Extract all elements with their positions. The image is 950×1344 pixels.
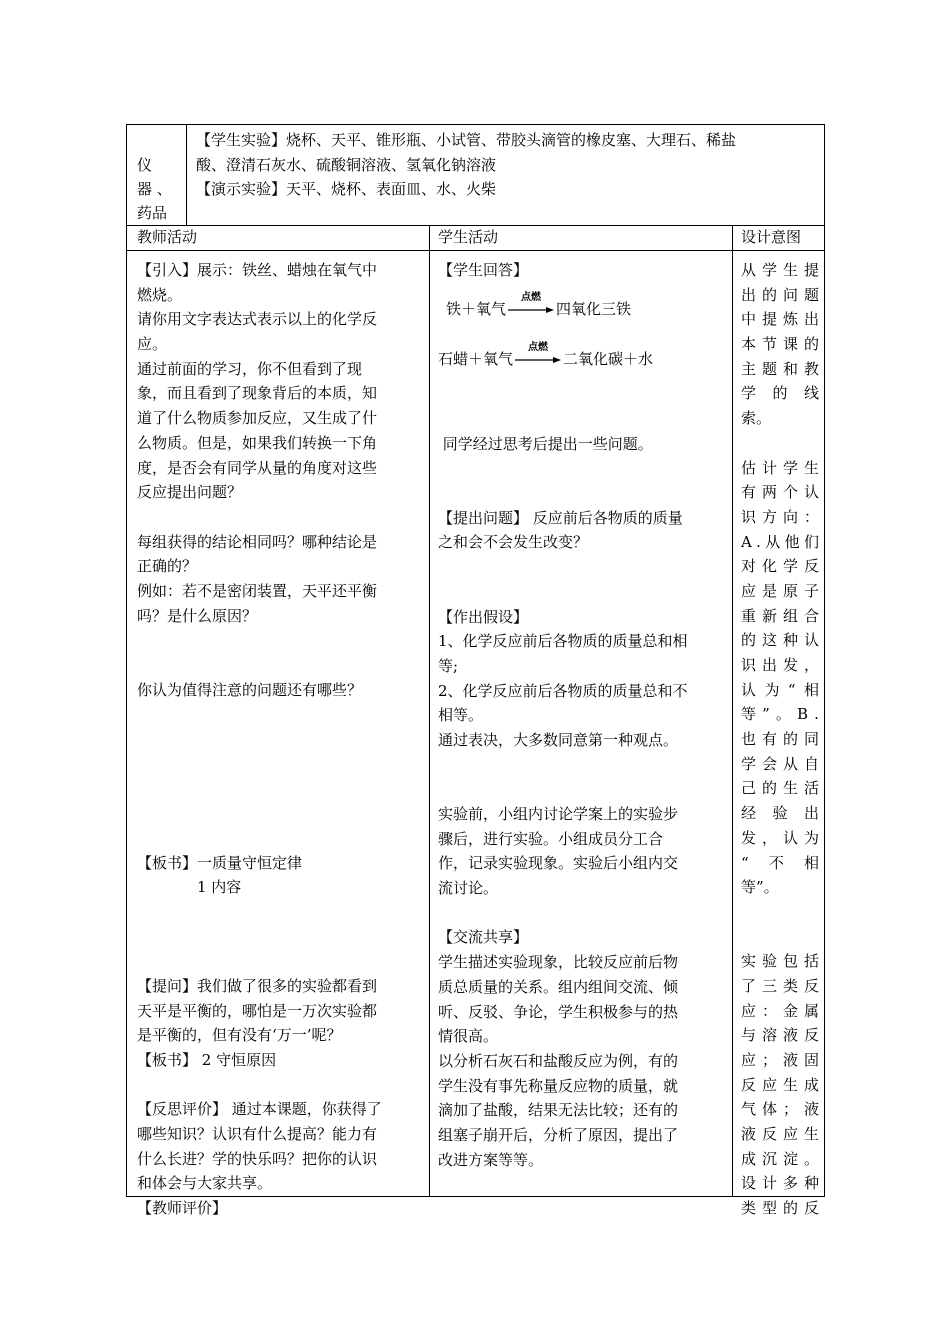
text-line: 【引入】展示：铁丝、蜡烛在氧气中 [137,261,378,279]
text-line: 【交流共享】 [438,928,529,947]
text-line: 应。 [137,335,168,354]
text-line: 什么长进？学的快乐吗？把你的认识 [137,1149,378,1168]
text-line: 反应提出问题？ [137,483,243,502]
text-line: 每组获得的结论相同吗？哪种结论是 [137,532,378,551]
text-line: 的 这 种 认 [741,631,819,650]
text-line: 【板书】一质量守恒定律 [137,853,303,872]
equipment-line: 【学生实验】烧杯、天平、锥形瓶、小试管、带胶头滴管的橡皮塞、大理石、稀盐 [196,131,737,149]
reaction-arrow [515,341,561,364]
student-sharing [438,925,731,1172]
text-line: 类 型 的 反 [741,1199,819,1218]
text-line: 么物质。但是，如果我们转换一下角 [137,433,378,452]
text-line: 相等。 [438,706,484,725]
text-line: 【反思评价】 通过本课题，你获得了 [137,1100,382,1119]
student-hypothesis [438,605,731,753]
text-line: 己 的 生 活 [741,779,819,798]
text-line: 吗？是什么原因？ [137,606,258,625]
text-line: 液 反 应 生 [741,1125,819,1144]
text-line: 组塞子崩开后，分析了原因，提出了 [438,1125,679,1144]
text-line: 反 应 生 成 [741,1075,819,1094]
text-line: 【作出假设】 [438,607,529,626]
text-line: 例如：若不是密闭装置，天平还平衡 [137,581,378,600]
text-line: 与 溶 液 反 [741,1026,819,1045]
text-line: 发 ， 认 为 [741,828,819,847]
equipment-label-line: 仪 [137,156,153,174]
text-line: 成 沉 淀 。 [741,1149,819,1168]
text-line: 1、化学反应前后各物质的质量总和相 [438,632,688,651]
text-line: 质总质量的关系。组内组间交流、倾 [438,977,679,996]
text-line: 认 为 “ 相 [741,680,819,699]
text-line: 同学经过思考后提出一些问题。 [438,434,653,453]
text-line: 通过前面的学习，你不但看到了现 [137,359,363,378]
text-line: 也 有 的 同 [741,730,819,749]
text-line: 度，是否会有同学从量的角度对这些 [137,458,378,477]
text-line: 气 体 ； 液 [741,1100,819,1119]
text-line: 识 方 向 ： [741,507,819,526]
equation-iron [438,291,731,329]
text-line: 正确的？ [137,557,198,576]
text-line: 流讨论。 [438,879,499,898]
text-line: 经 验 出 [741,804,819,823]
equation-reactants: 铁＋氧气 [446,300,507,319]
design-intent-1 [741,258,819,431]
text-line: 学 会 从 自 [741,754,819,773]
text-line: 实 验 包 括 [741,952,819,971]
text-line: 估 计 学 生 [741,458,819,477]
reaction-condition: 点燃 [521,291,542,303]
text-line: 【板书】 2 守恒原因 [137,1051,277,1069]
text-line: 主 题 和 教 [741,359,819,378]
text-line: 等”。 [741,878,779,897]
student-experiment [438,802,731,901]
reaction-arrow [508,291,554,314]
reaction-condition: 点燃 [528,341,549,353]
text-line: 设 计 多 种 [741,1174,819,1193]
teacher-intro [137,258,423,505]
text-line: 对 化 学 反 [741,557,819,576]
text-line: 哪些知识？认识有什么提高？能力有 [137,1125,378,1144]
equipment-row [127,125,824,226]
text-line: 应 是 原 子 [741,581,819,600]
text-line: 听、反驳、争论，学生积极参与的热 [438,1002,679,1021]
text-line: 应 ； 液 固 [741,1051,819,1069]
design-intent-2 [741,456,819,900]
text-line: A . 从 他 们 [741,532,819,551]
text-line: 等 ” 。 B . [741,705,819,724]
text-line: 改进方案等等。 [438,1150,544,1169]
text-line: 1 内容 [197,878,242,897]
text-line: 学生没有事先称量反应物的质量，就 [438,1076,679,1095]
text-line: 等; [438,656,459,675]
teacher-board-1 [137,851,423,900]
text-line: 重 新 组 合 [741,606,819,625]
text-line: 象，而且看到了现象背后的本质，知 [137,384,378,403]
equation-wax [438,341,731,379]
text-line: 情很高。 [438,1027,499,1046]
text-line: 道了什么物质参加反应，又生成了什 [137,409,378,428]
text-line: 【提出问题】 反应前后各物质的质量 [438,508,683,527]
equation-reactants: 石蜡＋氧气 [438,350,514,369]
header-design: 设计意图 [741,228,802,246]
teacher-reflection [137,1097,423,1220]
student-column [438,258,731,1172]
text-line: 出 的 问 题 [741,285,819,304]
teacher-ask [137,974,423,1073]
text-line: 和体会与大家共享。 [137,1174,273,1193]
text-line: 之和会不会发生改变？ [438,533,589,552]
text-line: 本 节 课 的 [741,335,819,354]
text-line: 请你用文字表达式表示以上的化学反 [137,310,378,329]
text-line: 【提问】我们做了很多的实验都看到 [137,976,378,995]
text-line: 了 三 类 反 [741,976,819,995]
text-line: 骤后，进行实验。小组成员分工合 [438,829,664,848]
design-column [741,258,819,1221]
text-line: 识 出 发 ， [741,656,819,674]
header-row [127,225,824,251]
text-line: 天平是平衡的，哪怕是一万次实验都 [137,1001,378,1020]
text-line: 作，记录实验现象。实验后小组内交 [438,854,679,873]
equation-products: 四氧化三铁 [556,300,632,319]
column-divider [429,225,430,1197]
text-line: 滴加了盐酸，结果无法比较；还有的 [438,1101,679,1120]
text-line: 【教师评价】 [137,1199,228,1218]
equipment-label-cell [127,125,187,225]
text-line: “ 不 相 [741,853,819,872]
text-line: 学生描述实验现象，比较反应前后物 [438,953,679,972]
column-divider [732,225,733,1197]
header-student: 学生活动 [438,228,499,246]
text-line: 你认为值得注意的问题还有哪些？ [137,680,363,699]
header-teacher: 教师活动 [137,228,198,246]
text-line: 【学生回答】 [438,261,529,279]
equipment-line: 酸、澄清石灰水、硫酸铜溶液、氢氧化钠溶液 [196,155,497,174]
text-line: 从 学 生 提 [741,261,819,279]
text-line: 索。 [741,409,772,428]
text-line: 是平衡的，但有没有‘万一’呢？ [137,1026,342,1045]
text-line: 2、化学反应前后各物质的质量总和不 [438,681,688,700]
text-line: 应 ： 金 属 [741,1001,819,1020]
lesson-plan-table [126,124,825,1218]
text-line: 以分析石灰石和盐酸反应为例，有的 [438,1051,679,1070]
teacher-question [137,530,423,629]
student-question [438,506,731,555]
design-intent-3 [741,949,819,1221]
equipment-line: 【演示实验】天平、烧杯、表面皿、水、火柴 [196,180,497,199]
text-line: 通过表决，大多数同意第一种观点。 [438,730,679,749]
equipment-label-line: 药品 [137,204,168,222]
text-line: 有 两 个 认 [741,483,819,502]
equation-products: 二氧化碳＋水 [563,350,654,369]
text-line: 学 的 线 [741,384,819,403]
text-line: 中 提 炼 出 [741,310,819,329]
equipment-label-line: 器 、 [137,180,172,198]
equipment-list [196,128,821,202]
text-line: 实验前，小组内讨论学案上的实验步 [438,805,679,823]
text-line: 燃烧。 [137,285,183,304]
teacher-column [137,258,423,1221]
